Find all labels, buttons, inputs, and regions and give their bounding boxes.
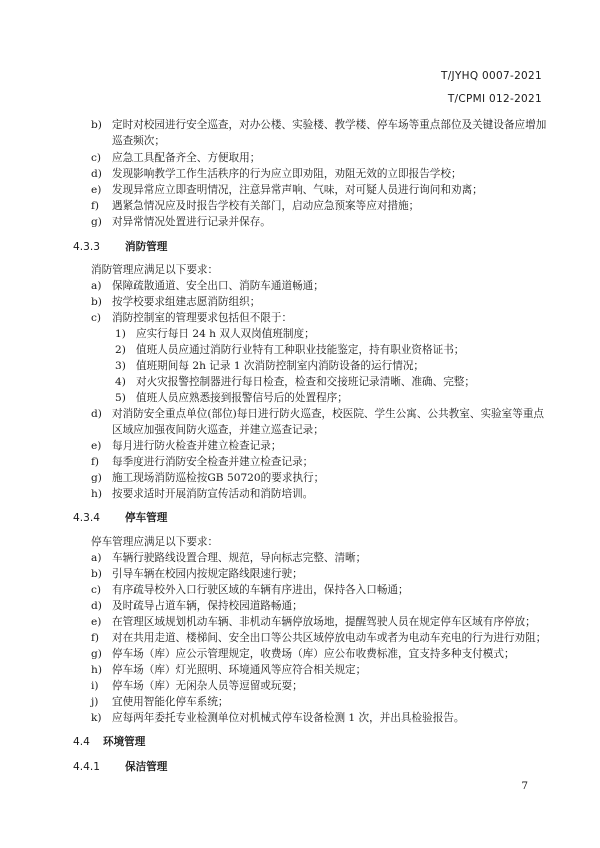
sub-list-text: 应实行每日 24 h 双人双岗值班制度；: [136, 328, 315, 340]
list-marker: h): [91, 488, 102, 500]
list-text: 有序疏导校外入口行驶区域的车辆有序进出，保持各入口畅通；: [112, 584, 409, 596]
list-marker: d): [91, 408, 102, 420]
list-text: 对在共用走道、楼梯间、安全出口等公共区域停放电动车或者为电动车充电的行为进行劝阻；: [112, 632, 547, 644]
list-text: 每月进行防火检查并建立检查记录；: [112, 440, 282, 452]
list-text: 按学校要求组建志愿消防组织；: [112, 296, 261, 308]
sub-list-text: 值班期间每 2h 记录 1 次消防控制室内消防设备的运行情况；: [136, 360, 425, 372]
sub-list-marker: 1): [115, 328, 126, 340]
section-title: 保洁管理: [125, 761, 168, 773]
section-title: 环境管理: [103, 736, 146, 748]
list-marker: i): [91, 680, 99, 692]
list-text: 发现异常应立即查明情况，注意异常声响、气味，对可疑人员进行询问和劝离；: [112, 184, 483, 196]
list-text: 应急工具配备齐全、方便取用；: [112, 152, 261, 164]
intro-text: 停车管理应满足以下要求：: [91, 536, 219, 548]
list-marker: h): [91, 664, 102, 676]
list-text: 停车场（库）无闲杂人员等逗留或玩耍；: [112, 680, 303, 692]
section-number: 4.3.3: [73, 241, 100, 253]
section-heading-4-3-3: [73, 240, 167, 254]
list-marker: c): [91, 584, 102, 596]
sub-list-marker: 5): [115, 392, 126, 404]
list-text: 发现影响教学工作生活秩序的行为应立即劝阻，劝阻无效的立即报告学校；: [112, 168, 462, 180]
list-marker: f): [91, 456, 100, 468]
section-heading-4-3-4: [73, 511, 167, 525]
list-marker: e): [91, 184, 102, 196]
list-text: 车辆行驶路线设置合理、规范，导向标志完整、清晰；: [112, 552, 367, 564]
list-marker: f): [91, 632, 100, 644]
sub-list-marker: 4): [115, 376, 126, 388]
list-marker: b): [91, 119, 102, 131]
list-marker: d): [91, 600, 102, 612]
sub-list-marker: 2): [115, 344, 126, 356]
list-marker: c): [91, 152, 102, 164]
sub-list-text: 值班人员应熟悉接到报警信号后的处置程序；: [136, 392, 348, 404]
list-text: 对消防安全重点单位(部位)每日进行防火巡查，校医院、学生公寓、公共教室、实验室等重点: [112, 408, 545, 420]
list-marker: k): [91, 712, 102, 724]
list-text: 区域应加强夜间防火巡查，并建立巡查记录；: [112, 424, 324, 436]
list-marker: g): [91, 472, 102, 484]
list-marker: d): [91, 168, 102, 180]
section-number: 4.3.4: [73, 512, 100, 524]
list-text: 巡查频次；: [112, 135, 165, 147]
list-text: 施工现场消防巡检按GB 50720的要求执行；: [112, 472, 325, 484]
list-text: 应每两年委托专业检测单位对机械式停车设备检测 1 次，并出具检验报告。: [112, 712, 465, 724]
list-marker: g): [91, 648, 102, 660]
list-marker: g): [91, 216, 102, 228]
section-title: 停车管理: [125, 512, 168, 524]
document-code-2: T/CPMI 012-2021: [447, 93, 542, 105]
list-text: 遇紧急情况应及时报告学校有关部门，启动应急预案等应对措施；: [112, 200, 420, 212]
list-marker: e): [91, 440, 102, 452]
sub-list-text: 值班人员应通过消防行业特有工种职业技能鉴定，持有职业资格证书；: [136, 344, 465, 356]
section-heading-4-4: [73, 735, 145, 749]
list-marker: b): [91, 568, 102, 580]
section-title: 消防管理: [125, 241, 168, 253]
list-text: 宜使用智能化停车系统；: [112, 696, 229, 708]
list-text: 引导车辆在校园内按规定路线限速行驶；: [112, 568, 303, 580]
list-text: 每季度进行消防安全检查并建立检查记录；: [112, 456, 314, 468]
list-marker: f): [91, 200, 100, 212]
list-marker: c): [91, 312, 102, 324]
sub-list-text: 对火灾报警控制器进行每日检查，检查和交接班记录清晰、准确、完整；: [136, 376, 475, 388]
list-marker: a): [91, 280, 102, 292]
list-marker: a): [91, 552, 102, 564]
page-number: 7: [521, 780, 528, 792]
list-text: 保障疏散通道、安全出口、消防车通道畅通；: [112, 280, 324, 292]
section-number: 4.4: [73, 736, 90, 748]
section-heading-4-4-1: [73, 760, 167, 774]
list-text: 消防控制室的管理要求包括但不限于：: [112, 312, 293, 324]
list-marker: b): [91, 296, 102, 308]
sub-list-marker: 3): [115, 360, 126, 372]
list-text: 及时疏导占道车辆，保持校园道路畅通；: [112, 600, 303, 612]
list-text: 定时对校园进行安全巡查，对办公楼、实验楼、教学楼、停车场等重点部位及关键设备应增加: [112, 119, 547, 131]
list-marker: e): [91, 616, 102, 628]
section-number: 4.4.1: [73, 761, 100, 773]
list-text: 按要求适时开展消防宣传活动和消防培训。: [112, 488, 314, 500]
intro-text: 消防管理应满足以下要求：: [91, 264, 219, 276]
list-text: 停车场（库）灯光照明、环境通风等应符合相关规定；: [112, 664, 367, 676]
list-text: 在管理区域规划机动车辆、非机动车辆停放场地，提醒驾驶人员在规定停车区域有序停放；: [112, 616, 536, 628]
document-code-1: T/JYHQ 0007-2021: [441, 70, 542, 82]
list-text: 停车场（库）应公示管理规定，收费场（库）应公布收费标准，宜支持多种支付模式；: [112, 648, 515, 660]
list-marker: j): [91, 696, 99, 708]
list-text: 对异常情况处置进行记录并保存。: [112, 216, 271, 228]
